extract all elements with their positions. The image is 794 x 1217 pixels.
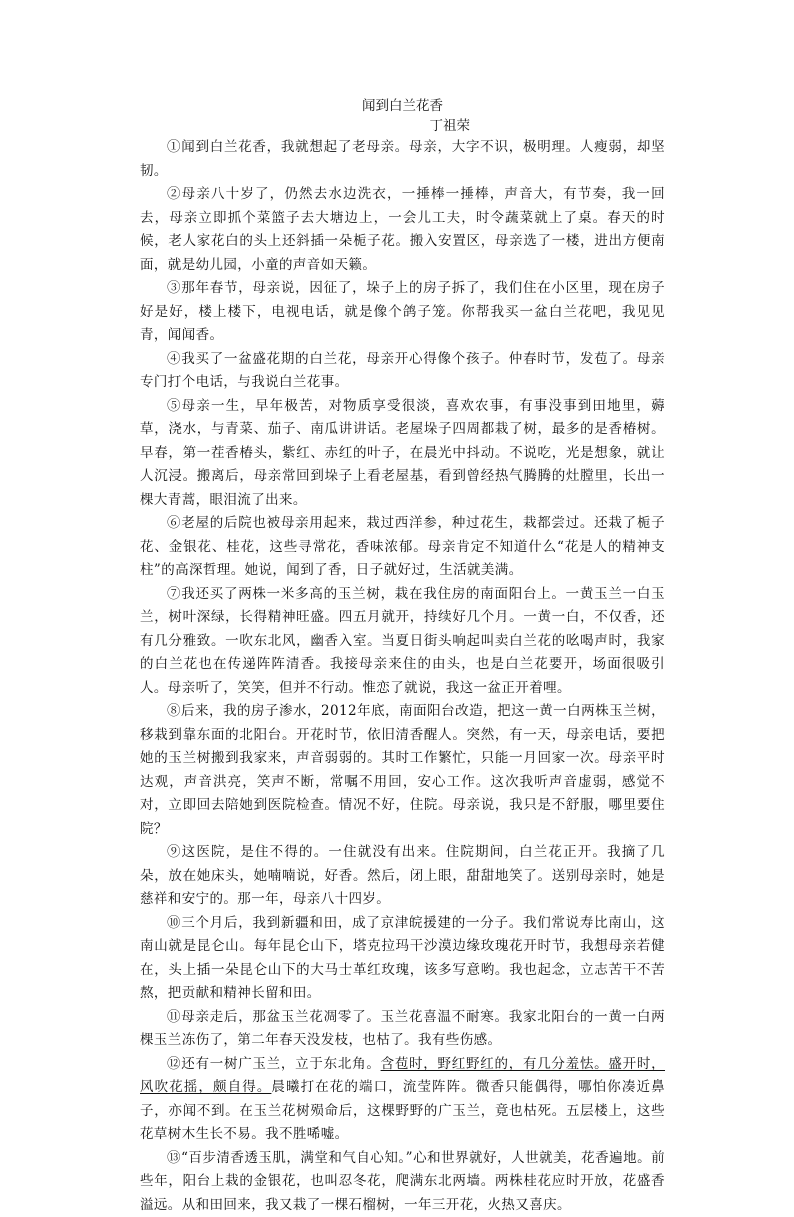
paragraph-3: ③那年春节，母亲说，因征了，垛子上的房子拆了，我们住在小区里，现在房子好是好，楼上楼下，电视电话，就是像个鸽子笼。你帮我买一盆白兰花吧，我见见青，闻闻香。	[140, 277, 665, 348]
article-title: 闻到白兰花香	[140, 96, 665, 116]
paragraph-12	[140, 1053, 665, 1147]
paragraph-5: ⑤母亲一生，早年极苦，对物质享受很淡，喜欢农事，有事没事到田地里，薅草，浇水，与青菜、茄子、南瓜讲讲话。老屋垛子四周都栽了树，最多的是香椿树。早春，第一茬香椿头，紫红、赤红的叶子，在晨光中抖动。不说吃，光是想象，就让人沉浸。搬离后，母亲常回到垛子上看老屋基，看到曾经热气腾腾的灶膛里，长出一棵大青蒿，眼泪流了出来。	[140, 395, 665, 513]
underlined-passage: 含苞时，野红野红的，有几分羞怯。盛开时，风吹花摇，颇自得。	[140, 1056, 665, 1096]
paragraph-1: ①闻到白兰花香，我就想起了老母亲。母亲，大字不识，极明理。人瘦弱，却坚韧。	[140, 136, 665, 183]
paragraph-6: ⑥老屋的后院也被母亲用起来，栽过西洋参，种过花生，栽都尝过。还栽了栀子花、金银花、桂花，这些寻常花，香味浓郁。母亲肯定不知道什么“花是人的精神支柱”的高深哲理。她说，闻到了香，日子就好过，生活就美满。	[140, 512, 665, 583]
paragraph-12-rest: 晨曦打在花的端口，流莹阵阵。微香只能偶得，哪怕你凑近鼻子，亦闻不到。在玉兰花树殒命后，这棵野野的广玉兰，竟也枯死。五层楼上，这些花草树木生长不易。我不胜唏嘘。	[140, 1079, 665, 1142]
paragraph-9: ⑨这医院，是住不得的。一住就没有出来。住院期间，白兰花正开。我摘了几朵，放在她床头，她喃喃说，好香。然后，闭上眼，甜甜地笑了。送别母亲时，她是慈祥和安宁的。那一年，母亲八十四岁。	[140, 841, 665, 912]
paragraph-7: ⑦我还买了两株一米多高的玉兰树，栽在我住房的南面阳台上。一黄玉兰一白玉兰，树叶深绿，长得精神旺盛。四五月就开，持续好几个月。一黄一白，不仅香，还有几分雅致。一吹东北风，幽香入室。当夏日街头响起叫卖白兰花的吆喝声时，我家的白兰花也在传递阵阵清香。我接母亲来住的由头，也是白兰花要开，场面很吸引人。母亲听了，笑笑，但并不行动。惟恋了就说，我这一盆正开着哩。	[140, 583, 665, 701]
paragraph-13: ⑬“百步清香透玉肌，满堂和气自心知。”心和世界就好，人世就美，花香遍地。前些年，阳台上栽的金银花，也叫忍冬花，爬满东北两墙。两株桂花应时开放，花盛香溢远。从和田回来，我又栽了一棵石榴树，一年三开花，火热又喜庆。	[140, 1147, 665, 1217]
article	[140, 96, 665, 1217]
paragraph-4: ④我买了一盆盛花期的白兰花，母亲开心得像个孩子。仲春时节，发苞了。母亲专门打个电话，与我说白兰花事。	[140, 348, 665, 395]
article-author: 丁祖荣	[140, 116, 665, 136]
paragraph-12-lead: ⑫还有一树广玉兰，立于东北角。	[167, 1056, 381, 1072]
paragraph-11: ⑪母亲走后，那盆玉兰花凋零了。玉兰花喜温不耐寒。我家北阳台的一黄一白两棵玉兰冻伤了，第二年春天没发枝，也枯了。我有些伤感。	[140, 1006, 665, 1053]
paragraph-2: ②母亲八十岁了，仍然去水边洗衣，一捶棒一捶棒，声音大，有节奏，我一回去，母亲立即抓个菜篮子去大塘边上，一会儿工夫，时令蔬菜就上了桌。春天的时候，老人家花白的头上还斜插一朵栀子花。搬入安置区，母亲选了一楼，进出方便南面，就是幼儿园，小童的声音如天籁。	[140, 183, 665, 277]
paragraph-8: ⑧后来，我的房子渗水，2012年底，南面阳台改造，把这一黄一白两株玉兰树，移栽到靠东面的北阳台。开花时节，依旧清香醒人。突然，有一天，母亲电话，要把她的玉兰树搬到我家来，声音弱弱的。其时工作繁忙，只能一月回家一次。母亲平时达观，声音洪亮，笑声不断，常嘱不用回，安心工作。这次我听声音虚弱，感觉不对，立即回去陪她到医院检查。情况不好，住院。母亲说，我只是不舒服，哪里要住院？	[140, 700, 665, 841]
paragraph-10: ⑩三个月后，我到新疆和田，成了京津皖援建的一分子。我们常说寿比南山，这南山就是昆仑山。每年昆仑山下，塔克拉玛干沙漠边缘玫瑰花开时节，我想母亲若健在，头上插一朵昆仑山下的大马士革红玫瑰，该多写意哟。我也起念，立志苦干不苦熬，把贡献和精神长留和田。	[140, 912, 665, 1006]
